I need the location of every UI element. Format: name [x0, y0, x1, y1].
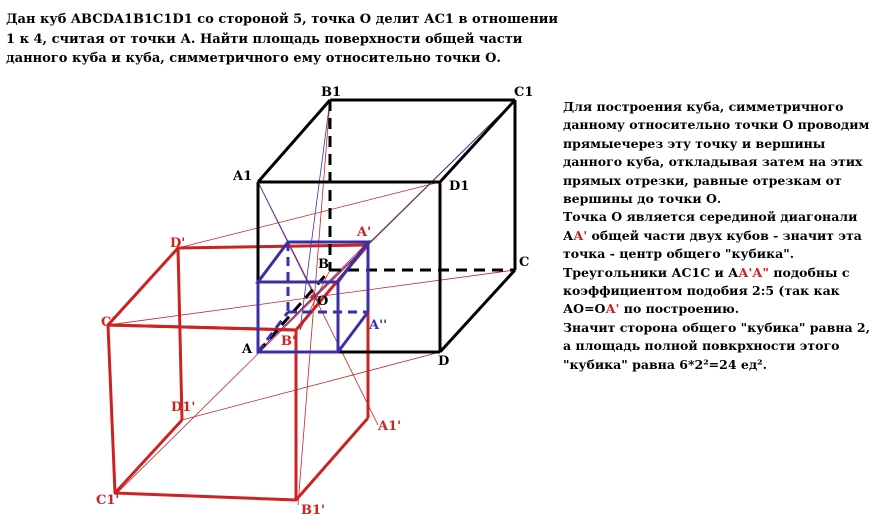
- label-C1-prime: C1': [96, 493, 120, 508]
- line-D1-Dprime: [178, 182, 440, 248]
- solution-line-10-b: А'А": [738, 264, 769, 280]
- label-D-prime: D': [170, 236, 186, 251]
- solution-line-10-c: подобны с: [769, 264, 850, 280]
- label-D1-prime: D1': [171, 400, 196, 415]
- point-O: [311, 295, 316, 300]
- label-A-prime: A': [357, 225, 372, 240]
- label-B1-prime: B1': [301, 503, 326, 518]
- solution-line-11: коэффициентом подобия 2:5 (так как: [563, 283, 840, 299]
- solution-line-8-c: общей части двух кубов - значит эта: [587, 227, 862, 243]
- blue-cube-top-face: [258, 242, 368, 282]
- label-C1: C1: [514, 85, 534, 100]
- solution-line-7: Точка О является серединой диагонали: [563, 209, 858, 225]
- label-B1: B1: [321, 85, 342, 100]
- label-O: O: [317, 294, 329, 309]
- label-B: B: [318, 257, 329, 272]
- label-B-prime: B': [281, 334, 296, 349]
- edge-D1C1: [440, 100, 515, 182]
- label-A-dprime: A'': [369, 318, 388, 333]
- line-D-D1prime: [182, 352, 440, 420]
- edge-DC: [440, 270, 515, 352]
- solution-line-13: Значит сторона общего "кубика" равна 2,: [563, 319, 870, 335]
- label-D1: D1: [449, 179, 470, 194]
- solution-line-12-c: по построению.: [619, 301, 740, 317]
- red-cube-edge-bottom-left: [115, 420, 182, 493]
- solution-line-3: прямыечерез эту точку и вершины: [563, 135, 826, 151]
- solution-line-1: Для построения куба, симметричного: [563, 99, 844, 114]
- problem-line-3: данного куба и куба, симметричного ему относительно точки О.: [6, 51, 501, 66]
- solution-line-8-a: А: [563, 227, 574, 243]
- solution-line-14: а площадь полной повкрхности этого: [563, 338, 840, 354]
- solution-line-2: данному относительно точки О проводим: [563, 117, 870, 133]
- solution-line-9: точка - центр общего "кубика".: [563, 246, 795, 262]
- solution-line-4: данного куба, откладывая затем на этих: [563, 154, 863, 170]
- solution-line-6: вершины до точки О.: [563, 191, 722, 207]
- solution-line-10-a: Треугольники АС1С и А: [563, 264, 739, 280]
- solution-line-12-a: АО=О: [563, 301, 606, 317]
- label-A1: A1: [233, 169, 253, 184]
- problem-line-1: Дан куб ABCDA1B1C1D1 со стороной 5, точка О делит АС1 в отношении: [6, 12, 559, 27]
- solution-line-12-b: А': [605, 301, 620, 317]
- label-A: A: [242, 342, 253, 357]
- problem-line-2: 1 к 4, считая от точки А. Найти площадь поверхности общей части: [6, 31, 523, 47]
- blue-cube-edge-bottom-right: [338, 312, 368, 352]
- solution-line-5: прямых отрезки, равные отрезкам от: [563, 172, 842, 188]
- red-cube-top-face: [108, 245, 368, 330]
- label-D: D: [438, 354, 450, 369]
- red-cube-edge-bottom-right: [296, 418, 368, 500]
- solution-line-8-b: А': [573, 227, 588, 243]
- edge-A1B1: [258, 100, 330, 182]
- construction-lines: [108, 100, 515, 505]
- red-cube-edge-left-back: [178, 248, 182, 420]
- label-C-prime: C': [101, 315, 116, 330]
- label-C: C: [519, 255, 530, 270]
- label-A1-prime: A1': [378, 419, 402, 434]
- solution-line-15: "кубика" равна 6*2²=24 ед².: [563, 356, 768, 372]
